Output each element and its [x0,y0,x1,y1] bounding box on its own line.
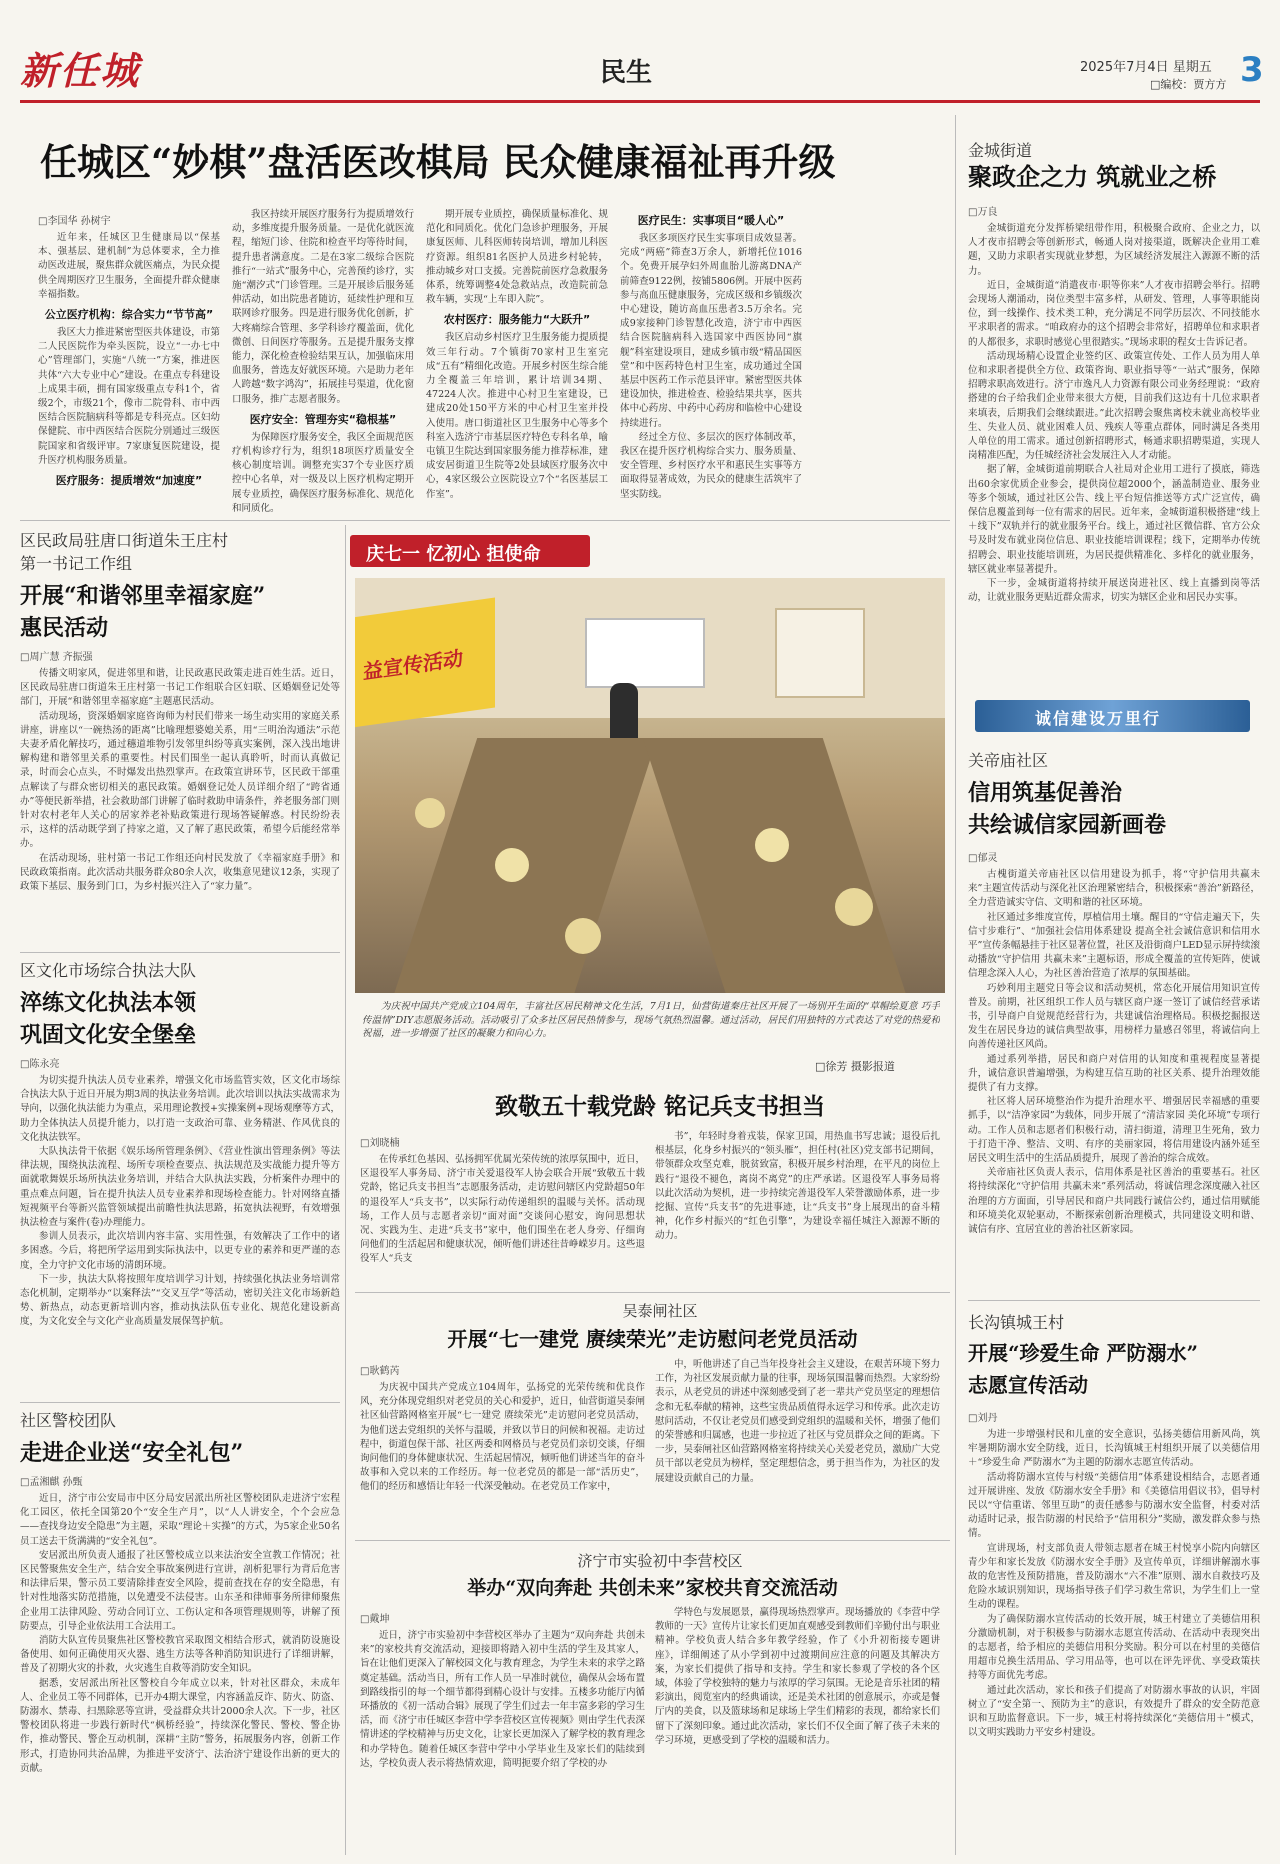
issue-date: 2025年7月4日 星期五 [1080,60,1212,75]
lead-title: 任城区“妙棋”盘活医改棋局 民众健康福祉再升级 [40,140,836,184]
article-title: 开展“七一建党 赓续荣光”走访慰问老党员活动 [447,1327,858,1351]
divider [20,520,950,521]
banner-text: 诚信建设万里行 [1035,709,1162,728]
article-paragraph: 宣讲现场，村支部负责人带领志愿者在城王村悦享小院内向辖区青少年和家长发放《防溺水安全手册》及宣传单页，详细讲解溺水事故的危害性及预防措施，普及防溺水“六不准”原则、溺水自救技巧及危险水域识别知识，现场指导孩子们学习救生常识，为学生们上一堂生动的课程。 [968,1542,1260,1611]
integrity-banner [975,700,1250,732]
article-title: 志愿宣传活动 [968,1373,1088,1397]
article-paragraph: 关帝庙社区负责人表示，信用体系是社区善治的重要基石。社区将持续深化“守护信用 共赢未来”系列活动，将诚信理念深度融入社区治理的方方面面，引导居民和商户共同践行诚信公约，通过信用赋能和环境美化双轮驱动，不断探索创新治理模式，共同建设文明和谐、诚信有序、宜居宜业的善治社区新家园。 [968,1167,1260,1236]
divider [968,1300,1260,1301]
article-byline: □刘丹 [968,1413,998,1424]
lead-paragraph: 我区启动乡村医疗卫生服务能力提质提效三年行动。7个镇街70家村卫生室完成“五有”精细化改造。开展乡村医生综合能力全覆盖三年培训，累计培训34期、47224人次。推进中心村卫生室建设，已建成20处150平方米的中心村卫生室并投入使用。唐口街道社区卫生服务中心等多个科室入选济宁市基层医疗特色专科名单，喻屯镇卫生院达到国家服务能力推荐标准，建成安居街道卫生院等2处县域医疗服务次中心，4家区级公立医院设立7个“名医基层工作室”。 [426,332,608,500]
lead-col-2 [232,208,414,518]
editor-info: □编校：贾方方 [1150,78,1227,91]
mid-article-party-col2 [655,1358,940,1538]
divider [355,1540,950,1541]
article-paragraph: 据了解，金城街道前期联合人社局对企业用工进行了摸底，筛选出60余家优质企业参会，提供岗位超2000个，涵盖制造业、服务业等多个领域，通过社区公告、线上平台短信推送等方式广泛宣传，确保信息覆盖到每一位有需求的居民。近年来，金城街道积极搭建“线上＋线下”双轨并行的就业服务平台。线上，通过社区微信群、官方公众号及时发布就业岗位信息、职业技能培训课程；线下，定期举办传统招聘会、职业技能培训班，为居民提供精准化、多样化的就业服务，辖区就业率显著提升。 [968,464,1260,575]
feature-banner [350,535,590,567]
lead-subhead: 医疗安全：管理夯实“稳根基” [249,412,397,426]
lead-col-1 [38,208,220,518]
article-paragraph: 通过系列举措，居民和商户对信用的认知度和重视程度显著提升，诚信意识普遍增强，为构建互信互助的社区关系、提升治理效能提供了有力支撑。 [968,1053,1260,1094]
article-paragraph: 活动现场精心设置企业签约区、政策宣传处、工作人员为用人单位和求职者提供全方位、政策咨询、职业指导等“一站式”服务，保障招聘求职高效进行。济宁市逸凡人力资源有限公司业务经理说：“政府搭建的台子给我们企业带来很大方便，目前我们这边有十几位求职者来填表，后期我们会继续跟进。”此次招聘会聚焦离校未就业高校毕业生、失业人员、就业困难人员、残疾人等重点群体，同时满足各类用人单位的用工需求。通过创新招聘形式，畅通求职招聘渠道，实现人岗精准匹配，为任城经济社会发展注入人才动能。 [968,350,1260,462]
lead-subhead: 农村医疗：服务能力“大跃升” [443,313,591,327]
lead-subhead: 医疗民生：实事项目“暖人心” [637,214,785,227]
article-paragraph: 为切实提升执法人员专业素养，增强文化市场监管实效，区文化市场综合执法大队于近日开展为期3周的执法业务培训。此次培训以执法实战需求为导向，以强化执法能力为重点，采用理论教授+实操案例+现场观摩等方式，助力全体执法人员提升能力，以打造一支政治可靠、业务精湛、作风优良的文化执法铁军。 [20,1075,340,1143]
photo-credit: □徐芳 摄影报道 [815,1060,895,1073]
article-paragraph: 巧妙利用主题党日等会议和活动契机，常态化开展信用知识宣传普及。前期，社区组织工作人员与辖区商户逐一签订了诚信经营承诺书，引导商户自觉规范经营行为，共建诚信治理格局。积极挖掘报送发生在居民身边的诚信典型故事，用榜样力量感召邻里，将诚信向上向善传递社区风尚。 [968,982,1260,1051]
lead-paragraph: 为保障医疗服务安全，我区全面规范医疗机构诊疗行为，组织18项医疗质量安全核心制度培训。调整充实37个专业医疗质控中心名单，对一级及以上医疗机构定期开展专业质控，确保医疗服务标准化、规范化和同质化。 [232,431,414,514]
article-paragraph: 社区将人居环境整治作为提升治理水平、增强居民幸福感的重要抓手，以“洁净家园”为载体，同步开展了“清洁家园 美化环境”专项行动。工作人员和志愿者们积极行动，清扫街道，清理卫生死角，致力于打造干净、整洁、文明、有序的美丽家园，将信用建设内涵外延至居民文明生活中的生活品质提升，展现了善治的综合成效。 [968,1096,1260,1165]
lead-paragraph: 我区持续开展医疗服务行为提质增效行动，多维度提升服务质量。一是优化就医流程，缩短门诊、住院和检查平均等待时间，提升患者满意度。二是在3家二级综合医院推行“一站式”服务中心，完善预约诊疗，实施“潮汐式”门诊管理。三是开展诊后服务延伸活动，如出院患者随访，延续性护理和互联网诊疗服务。四是进行服务优化创新，扩大疼痛综合管理、多学科诊疗覆盖面，优化微创、日间医疗等服务。五是提升服务支撑能力，深化检查检验结果互认，加强临床用血服务，普选友好就医环境。六是助力老年人跨越“数字鸿沟”，拓展挂号渠道，优化窗口服务，推广志愿者服务。 [232,209,414,405]
article-title: 淬练文化执法本领 [20,990,197,1016]
lead-paragraph: 近年来，任城区卫生健康局以“保基本、强基层、建机制”为总体要求，全力推动医改进展，聚焦群众就医痛点，为民众提供全周期医疗卫生服务，全面提升群众健康幸福指数。 [38,232,220,300]
article-paragraph: 为进一步增强村民和儿童的安全意识，弘扬美德信用新风尚，筑牢暑期防溺水安全防线，近日，长沟镇城王村组织开展了以美德信用＋“珍爱生命 严防溺水”为主题的防溺水志愿宣传活动。 [968,1429,1260,1469]
article-paragraph: 金城街道充分发挥桥梁纽带作用，积极聚合政府、企业之力，以人才夜市招聘会等创新形式，畅通人岗对接渠道，既解决企业用工难题，又助力求职者实现就业梦想，为区域经济发展注入源源不断的活力。 [968,223,1260,277]
article-paragraph: 近日，金城街道“消遣夜市·职等你来”人才夜市招聘会举行。招聘会现场人潮涌动，岗位类型丰富多样，从研发、管理，人事等职能岗位，到一线操作、技术类工种，充分满足不同学历层次、不同技能水平求职者的需求。“咱政府办的这个招聘会非常好，招聘单位和求职者的人都很多，求职时感觉心里很踏实。”现场求职的程女士告诉记者。 [968,279,1260,348]
article-paragraph: 近日，济宁市实验初中李营校区举办了主题为“双向奔赴 共创未来”的家校共育交流活动，迎接即将踏入初中生活的学生及其家人，旨在让他们更深入了解校园文化与教育理念，为学生未来的求学之路奠定基础。活动当日，所有工作人员一早准时就位，确保从会场布置到路线指引的每一个细节都得到精心设计与安排。五楼多功能厅内循环播放的《初一活动合辑》展现了学生们过去一年丰富多彩的学习生活，而《济宁市任城区李营中学李营校区宣传视频》则由学生代表深情讲述的学校精神与历史文化，让家长更加深入了解学校的教育理念和办学特色。随着任城区李营中学中小学毕业生及家长们的陆续到达，学校负责人表示将热情欢迎，简明扼要介绍了学校的办 [360,1630,645,1769]
mid-article-veterans-col2 [655,1130,940,1290]
divider [955,115,956,1855]
feature-photo [355,578,945,993]
section-label: 金城街道 [968,141,1033,160]
article-byline: □郁灵 [968,853,998,864]
photo-wall-sign: 益宣传活动 [363,645,463,685]
article-paragraph: 下一步，金城街道将持续开展送岗进社区、线上直播到岗等活动，让就业服务更贴近群众需求，切实为辖区企业和居民办实事。 [968,578,1260,604]
article-paragraph: 书”，年轻时身着戎装，保家卫国，用热血书写忠诚；退役后扎根基层，化身乡村振兴的“领头雁”，担任村(社区)党支部书记期间，带领群众攻坚克难，脱贫致富，积极开展乡村治理，在平凡的岗位上践行“退役不褪色，离岗不离党”的庄严承诺。区退役军人事务局将以此次活动为契机，进一步持续完善退役军人荣誉激励体系，进一步挖掘、宣传“兵支书”的先进事迹，让“兵支书”身上展现出的奋斗精神，化作乡村振兴的“红色引擎”，为建设幸福任城注入源源不断的动力。 [655,1131,940,1242]
article-paragraph: 下一步，执法大队将按照年度培训学习计划，持续强化执法业务培训常态化机制，定期举办“以案释法”“交叉互学”等活动，密切关注文化市场新趋势、新热点，动态更新培训内容，推动执法队伍专业化、规范化建设新高度，为文化安全与文化产业高质量发展保驾护航。 [20,1273,340,1328]
mid-article-school [360,1606,645,1856]
lead-paragraph: 我区大力推进紧密型医共体建设，市第二人民医院作为牵头医院，设立“一办七中心”管理部门，实施“八统一”方案，推进医共体“六大专业中心”建设。在重点专科建设上成果丰硕，拥有国家级重点专科1个，省级2个，市级21个，像市二院骨科、市中西医结合医院脑病科等都是专科亮点。区妇幼保健院、市中西医结合医院分别通过三级医院国家和省级评审。7家康复医院建设，提升医疗机构服务质量。 [38,327,220,466]
divider [20,1402,340,1403]
article-paragraph: 为庆祝中国共产党成立104周年，弘扬党的光荣传统和优良作风，充分体现党组织对老党员的关心和爱护，近日，仙营街道吴泰闸社区仙营路网格室开展“七一建党 赓续荣光”走访慰问老党员活动，为他们送去党组织的关怀与温暖，并致以节日的问候和祝福。走访过程中，街道包保干部、社区两委和网格员与老党员们亲切交谈，仔细询问他们的身体健康状况、生活起居情况，倾听他们讲述当年的奋斗故事和入党以来的工作经历。每一位老党员的都是一部“活历史”，他们的经历和感悟让年轻一代深受触动。在老党员工作家中， [360,1382,645,1493]
right-article-drowning [968,1310,1260,1855]
article-paragraph: 据悉，安居派出所社区警校自今年成立以来，针对社区群众，未成年人、企业员工等不同群体，已开办4期大课堂，内容涵盖反诈、防火、防盗、防溺水、禁毒、扫黑除恶等宣讲，受益群众共计2000余人次。下一步，社区警校团队将进一步践行新时代“枫桥经验”，持续深化警民、警校、警企协作，推动警民、警企互动机制，深耕“主防”警务，拓展服务内容，创新工作形式，打造协同共治品牌，为推进平安济宁、法治济宁建设作出新的更大的贡献。 [20,1677,340,1774]
lead-paragraph: 经过全方位、多层次的医疗体制改革，我区在提升医疗机构综合实力、服务质量、安全管理、乡村医疗水平和惠民生实事等方面取得显著成效，为民众的健康生活筑牢了坚实防线。 [620,431,802,500]
article-title: 惠民活动 [20,615,109,641]
divider [20,952,340,953]
mid-article-veterans [360,1130,645,1290]
article-title: 巩固文化安全堡垒 [20,1022,197,1048]
article-paragraph: 中，听他讲述了自己当年投身社会主义建设，在艰苦环境下努力工作，为社区发展贡献力量的往事，现场氛围温馨而热烈。大家纷纷表示，从老党员的讲述中深刻感受到了老一辈共产党员坚定的理想信念和无私奉献的精神，这些宝贵品质值得永远学习和传承。此次走访慰问活动，不仅让老党员们感受到党组织的温暖和关怀，增强了他们的荣誉感和归属感，也进一步拉近了社区与党员群众之间的距离。下一步，吴泰闸社区仙营路网格室将持续关心关爱老党员，激励广大党员干部以老党员为榜样，坚定理想信念，勇于担当作为，为社区的发展建设贡献自己的力量。 [655,1359,940,1484]
section-label: 吴泰闸社区 [622,1302,698,1320]
lead-paragraph: 我区多项医疗民生实事项目成效显著。完成“两癌”筛查3万余人，新增托位1016个。免费开展孕妇外周血胎儿游离DNA产前筛查9122例，按铺5806例。开展中医药参与高血压健康服务，完成区级和乡镇级次中心建设，随访高血压患者3.5万余名。完成9家接种门诊智慧化改造，济宁市中西医结合医院脑病科入选国家中西医协同“旗舰”科室建设项目，建成乡镇市级“精品国医堂”和中医药特色村卫生室，成功通过全国基层中医药工作示范县评审。紧密型医共体建设加快，推进检查、检验结果共享，医共体中心药房、中药中心药房和临检中心建设持续进行。 [620,233,802,429]
article-byline: □陈永亮 [20,1059,60,1070]
left-article-harmony [20,528,340,948]
article-paragraph: 在传承红色基因、弘扬拥军优属光荣传统的浓厚氛围中，近日，区退役军人事务局、济宁市关爱退役军人协会联合开展“致敬五十载党龄，铭记兵支书担当”志愿服务活动，走访慰问辖区内党龄超50年的退役军人“兵支书”，以实际行动传递组织的温暖与关怀。活动现场，工作人员与志愿者亲切“面对面”交谈问心慰安，询问思想状况、实践为生、走进“兵支书”家中，他们围坐在老人身旁、仔细询问他们的生活起居和健康状况，倾听他们讲述往昔峥嵘岁月。这些退役军人“兵支 [360,1154,645,1265]
article-byline: □耿鹤芮 [360,1366,400,1377]
section-label: 长沟镇城王村 [968,1313,1065,1332]
section-label: 区民政局驻唐口街道朱王庄村 [20,531,229,550]
article-paragraph: 学特色与发展愿景，赢得现场热烈掌声。现场播放的《李营中学教师的一天》宣传片让家长们更加直观感受到教师们辛勤付出与职业精神。学校负责人结合多年教学经验，作了《小升初衔接专题讲座》，详细阐述了从小学到初中过渡期间应注意的问题及其解决方案，为家长们提供了指导和支持。学生和家长参观了学校的各个区域，体验了学校独特的魅力与浓厚的学习氛围。无论是音乐社团的精彩演出，阅览室内的经典诵读，还是美术社团的创意展示，亦或是餐厅内的美食，以及篮球场和足球场上学生们精彩的表现，都给家长们留下了深刻印象。通过此次活动，家长们不仅全面了解了孩子未来的学习环境，更感受到了学校的温暖和活力。 [655,1607,940,1746]
article-paragraph: 社区通过多维度宣传，厚植信用土壤。醒目的“守信走遍天下，失信寸步难行”、“加强社会信用体系建设 提高全社会诚信意识和信用水平”宣传条幅悬挂于社区显著位置，社区及沿街商户LED显示屏持续滚动播放“守护信用 共赢未来”主题标语，形成全覆盖的宣传矩阵，使诚信理念深入人心，为社区善治营造了浓厚的氛围基础。 [968,911,1260,980]
feature-caption [362,1000,940,1060]
article-title: 致敬五十载党龄 铭记兵支书担当 [494,1093,825,1120]
article-paragraph: 通过此次活动，家长和孩子们提高了对防溺水事故的认识，牢固树立了“安全第一、预防为主”的意识，有效提升了群众的安全防范意识和互助监督意识。下一步，城王村将持续深化“美德信用＋”模式，以文明实践助力平安乡村建设。 [968,1684,1260,1739]
section-label: 区文化市场综合执法大队 [20,961,197,980]
caption-text: 为庆祝中国共产党成立104周年，丰富社区居民精神文化生活，7月1日，仙营街道秦庄社区开展了一场别开生面的“草帽绘夏意 巧手传温情”DIY志愿服务活动。活动吸引了众多社区居民热情参与，现场气氛热烈温馨。通过活动，居民们用独特的方式表达了对党的热爱和祝福，进一步增强了社区的凝聚力和向心力。 [362,1001,940,1039]
article-paragraph: 在活动现场，驻村第一书记工作组还向村民发放了《幸福家庭手册》和民政政策指南。此次活动共服务群众80余人次，收集意见建议12条，实现了政策下基层、服务到门口，为乡村振兴注入了“家力量”。 [20,852,340,893]
article-paragraph: 传播文明家风，促进邻里和谐，让民政惠民政策走进百姓生活。近日，区民政局驻唐口街道朱王庄村第一书记工作组联合区妇联、区婚姻登记处等部门，开展“和谐邻里幸福家庭”主题惠民活动。 [20,668,340,708]
section-label: 济宁市实验初中李营校区 [577,1552,743,1570]
article-byline: □刘晓楠 [360,1138,400,1149]
article-paragraph: 安居派出所负责人通报了社区警校成立以来法治安全宣教工作情况；社区民警聚焦安全生产，结合安全事故案例进行宣讲，剖析犯罪行为背后危害和法律后果，警示员工要清除排查安全风险，提前查找在存的安全隐患，有针对性地落实防范措施，以免遭受不法侵害。山东圣和律师事务所律师聚焦企业用工法律风险、劳动合同订立、工伤认定和各项管理规则等，讲解了预防要点，引导企业依法用工合法用工。 [20,1549,340,1632]
article-paragraph: 活动现场，资深婚姻家庭咨询师为村民们带来一场生动实用的家庭关系讲座，讲座以“一碗热汤的距离”比喻理想婆媳关系，用“三明治沟通法”示范夫妻矛盾化解技巧，通过穗道堆物引发邻里纠纷等真实案例，深入浅出地讲解构建和谐邻里关系的重要性。村民们围坐一起认真聆听，时而认真做记录，时而会心点头，不时爆发出热烈掌声。在政策宣讲环节，区民政干部重点解读了与群众密切相关的惠民政策。婚姻登记处人员详细介绍了“跨省通办”等便民新举措，社会救助部门讲解了临时救助申请条件，养老服务部门则针对农村老年人关心的居家养老补贴政策进行现场答疑解惑。村民纷纷表示，这样的活动既学到了持家之道，又了解了惠民政策，希望今后能经常举办。 [20,710,340,850]
article-paragraph: 大队执法骨干依据《娱乐场所管理条例》、《营业性演出管理条例》等法律法规，围绕执法流程、场所专项检查要点、执法规范及实战能力提升等方面就歌舞娱乐场所执法业务培训，并结合大队执法实践，分析案件办理中的重点难点问题，旨在提升执法人员专业素养和现场检查能力。针对网络直播短视频平台等新兴监管领域提出前瞻性执法思路，拓宽执法视野，有效增强执法检查与案件(卷)办理能力。 [20,1146,340,1229]
newspaper-logo: 新任城 [20,48,141,93]
article-byline: □周广慧 齐振强 [20,652,93,663]
article-title: 举办“双向奔赴 共创未来”家校共育交流活动 [467,1577,838,1599]
article-title: 聚政企之力 筑就业之桥 [968,162,1217,191]
article-paragraph: 消防大队宣传员聚焦社区警校教官采取图文相结合形式，就消防设施设备使用、如何正确使用灭火器、逃生方法等各种消防知识进行了详细讲解，普及了初期火灾的扑救，火灾逃生自救等消防安全知识。 [20,1635,340,1675]
page-number: 3 [1240,50,1264,90]
section-name: 民生 [600,58,653,88]
divider [345,525,346,1855]
feature-banner-text: 庆七一 忆初心 担使命 [366,544,541,565]
left-article-police [20,1408,340,1856]
lead-subhead: 医疗服务：提质增效“加速度” [55,474,203,488]
page-header [0,0,1280,100]
header-rule [20,100,1260,103]
left-article-culture [20,958,340,1398]
article-title: 开展“珍爱生命 严防溺水” [968,1341,1198,1365]
divider [355,1292,950,1293]
lead-byline: □李国华 孙树宇 [38,216,111,227]
mid-article-party [360,1358,645,1538]
article-title: 信用筑基促善治 [968,780,1123,806]
mid-article-school-col2 [655,1606,940,1856]
article-paragraph: 参训人员表示，此次培训内容丰富、实用性强，有效解决了工作中的诸多困惑。今后，将把所学运用到实际执法中，以更专业的素养和更严谨的态度，全力守护文化市场的清朗环境。 [20,1231,340,1271]
lead-col-4 [620,208,802,518]
lead-col-3 [426,208,608,518]
section-label: 社区警校团队 [20,1411,117,1430]
article-title: 开展“和谐邻里幸福家庭” [20,583,266,609]
article-title: 共绘诚信家园新画卷 [968,812,1167,838]
right-article-employment [968,138,1260,698]
section-label: 第一书记工作组 [20,554,133,573]
lead-subhead: 公立医疗机构：综合实力“节节高” [44,308,214,322]
article-byline: □万良 [968,207,998,218]
article-byline: □孟湘麒 孙甄 [20,1477,83,1488]
article-paragraph: 近日，济宁市公安局市中区分局安居派出所社区警校团队走进济宁宏程化工园区，依托全国第20个“安全生产月”，以“人人讲安全，个个会应急——查找身边安全隐患”为主题，采取“理论＋实操”的方式，为5家企业50名员工送去干货满满的“安全礼包”。 [20,1493,340,1547]
section-label: 关帝庙社区 [968,751,1049,770]
article-paragraph: 活动将防溺水宣传与村级“美德信用”体系建设相结合，志愿者通过开展讲座、发放《防溺水安全手册》和《美德信用倡议书》，倡导村民以“守信重诺、邻里互助”的责任感参与防溺水安全监督，村委对活动适时记录，报告防溺的村民给予“信用积分”奖励，激发群众参与热情。 [968,1471,1260,1540]
article-title: 走进企业送“安全礼包” [20,1440,244,1466]
article-paragraph: 为了确保防溺水宣传活动的长效开展，城王村建立了美德信用积分激励机制，对于积极参与防溺水志愿宣传活动、在活动中表现突出的志愿者，给予相应的美德信用积分奖励。积分可以在村里的美德信用超市兑换生活用品、学习用品等，也可以在评先评优、享受政策扶持等方面优先考虑。 [968,1613,1260,1682]
lead-paragraph: 期开展专业质控，确保质量标准化、规范化和同质化。优化门急诊护理服务，开展康复医师、儿科医师转岗培训，增加儿科医疗资源。组织81名医护人员进乡村轮转，推动城乡对口支援。完善院前医疗急救服务体系，统筹调整4处急救站点，改造院前急救车辆，实现“上车即入院”。 [426,209,608,306]
article-paragraph: 古槐街道关帝庙社区以信用建设为抓手，将“守护信用共赢未来”主题宣传活动与深化社区治理紧密结合，积极探索“善治”新路径，全力营造诚实守信、文明和谐的社区环境。 [968,869,1260,909]
article-byline: □戴坤 [360,1614,390,1625]
